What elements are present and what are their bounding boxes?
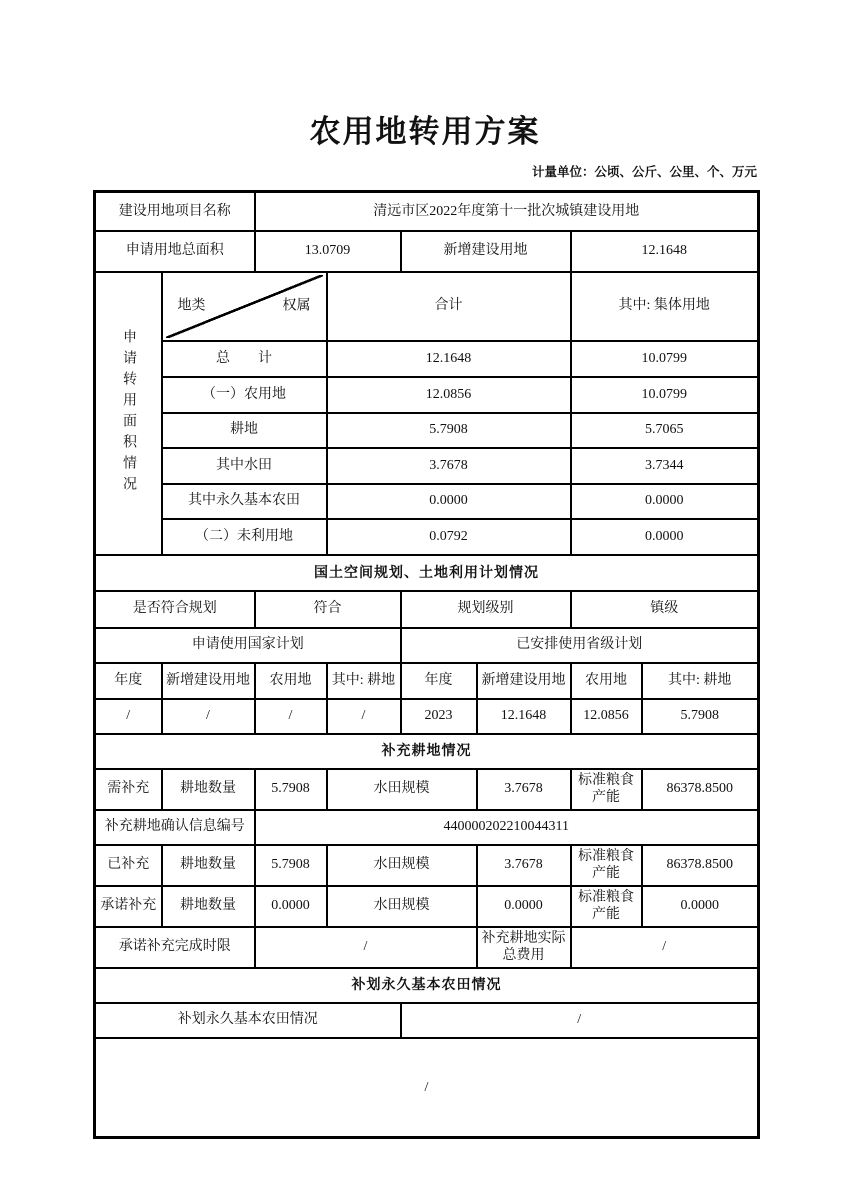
conversion-side-label: 申请转用面积情况 xyxy=(121,329,136,497)
plan-col-header: 年度 xyxy=(95,663,162,699)
plan-col-header: 农用地 xyxy=(571,663,642,699)
supplement-qty-label: 耕地数量 xyxy=(162,769,255,810)
table-row xyxy=(95,1003,759,1038)
conversion-row-total: 12.0856 xyxy=(327,377,571,413)
diag-label-ownership: 权属 xyxy=(282,298,311,314)
supplement-capacity-label: 标准粮食产能 xyxy=(571,845,642,886)
supplement-paddy-value: 3.7678 xyxy=(477,845,571,886)
diag-label-landtype: 地类 xyxy=(177,298,206,314)
conversion-row-collective: 0.0000 xyxy=(571,484,759,519)
table-row xyxy=(95,231,759,272)
table-row xyxy=(95,591,759,628)
level-value: 镇级 xyxy=(571,591,759,628)
conversion-row-total: 12.1648 xyxy=(327,341,571,377)
supplement-qty-value: 5.7908 xyxy=(255,845,327,886)
conversion-row-collective: 10.0799 xyxy=(571,341,759,377)
supplement-row-label: 承诺补充 xyxy=(95,886,162,927)
confirm-number-label: 补充耕地确认信息编号 xyxy=(95,810,255,845)
supplement-row-label: 需补充 xyxy=(95,769,162,810)
supplement-capacity-label: 标准粮食产能 xyxy=(571,769,642,810)
conversion-row-total: 0.0792 xyxy=(327,519,571,555)
plan-value: / xyxy=(162,699,255,734)
deadline-label: 承诺补充完成时限 xyxy=(95,927,255,968)
planning-section-header: 国土空间规划、土地利用计划情况 xyxy=(95,555,759,591)
supplement-row-label: 已补充 xyxy=(95,845,162,886)
page-title: 农用地转用方案 xyxy=(309,114,541,149)
plan-value: / xyxy=(327,699,401,734)
project-name-value: 清远市区2022年度第十一批次城镇建设用地 xyxy=(255,192,759,231)
vertical-label-wrap xyxy=(99,276,158,551)
plan-value: 12.0856 xyxy=(571,699,642,734)
unit-note: 计量单位：公顷、公斤、公里、个、万元 xyxy=(531,165,757,179)
table-row xyxy=(95,663,759,699)
conversion-row-label: （一）农用地 xyxy=(162,377,327,413)
supplement-section-header: 补充耕地情况 xyxy=(95,734,759,769)
conversion-row-collective: 10.0799 xyxy=(571,377,759,413)
supplement-qty-value: 0.0000 xyxy=(255,886,327,927)
supplement-paddy-value: 0.0000 xyxy=(477,886,571,927)
conversion-side-label-cell xyxy=(95,272,162,555)
plan-col-header: 其中: 耕地 xyxy=(327,663,401,699)
conversion-row-collective: 5.7065 xyxy=(571,413,759,448)
table-row xyxy=(95,769,759,810)
supplement-capacity-value: 0.0000 xyxy=(642,886,759,927)
table-row xyxy=(95,272,759,341)
supplement-qty-label: 耕地数量 xyxy=(162,845,255,886)
cost-value: / xyxy=(571,927,759,968)
col-header-total: 合计 xyxy=(327,272,571,341)
table-row xyxy=(95,886,759,927)
table-row xyxy=(95,555,759,591)
plan-col-header: 农用地 xyxy=(255,663,327,699)
table-row xyxy=(95,341,759,377)
supplement-paddy-label: 水田规模 xyxy=(327,769,477,810)
supplement-capacity-label: 标准粮食产能 xyxy=(571,886,642,927)
table-row xyxy=(95,1038,759,1138)
table-row xyxy=(95,628,759,663)
plan-col-header: 年度 xyxy=(401,663,477,699)
table-row xyxy=(95,927,759,968)
diagonal-header-cell xyxy=(162,272,327,341)
conversion-row-total: 0.0000 xyxy=(327,484,571,519)
table-row xyxy=(95,192,759,231)
table-row xyxy=(95,845,759,886)
table-row xyxy=(95,377,759,413)
land-conversion-table xyxy=(93,190,760,1139)
total-area-label: 申请用地总面积 xyxy=(95,231,255,272)
supplement-capacity-value: 86378.8500 xyxy=(642,769,759,810)
total-area-value: 13.0709 xyxy=(255,231,401,272)
supplement-paddy-label: 水田规模 xyxy=(327,886,477,927)
table-row xyxy=(95,413,759,448)
conversion-row-label: 耕地 xyxy=(162,413,327,448)
plan-value: 12.1648 xyxy=(477,699,571,734)
conversion-row-label: （二）未利用地 xyxy=(162,519,327,555)
remark-cell: / xyxy=(95,1038,759,1138)
plan-value: / xyxy=(255,699,327,734)
conform-value: 符合 xyxy=(255,591,401,628)
permanent-label: 补划永久基本农田情况 xyxy=(95,1003,401,1038)
table-row xyxy=(95,810,759,845)
provincial-plan-header: 已安排使用省级计划 xyxy=(401,628,759,663)
conversion-row-collective: 3.7344 xyxy=(571,448,759,484)
permanent-value: / xyxy=(401,1003,759,1038)
plan-col-header: 其中: 耕地 xyxy=(642,663,759,699)
diagonal-divider xyxy=(166,275,323,338)
new-construction-value: 12.1648 xyxy=(571,231,759,272)
project-name-label: 建设用地项目名称 xyxy=(95,192,255,231)
table-row xyxy=(95,519,759,555)
conversion-row-label: 总 计 xyxy=(162,341,327,377)
plan-value: 2023 xyxy=(401,699,477,734)
conversion-row-label: 其中水田 xyxy=(162,448,327,484)
conversion-row-label: 其中永久基本农田 xyxy=(162,484,327,519)
conversion-row-total: 5.7908 xyxy=(327,413,571,448)
conversion-row-collective: 0.0000 xyxy=(571,519,759,555)
new-construction-label: 新增建设用地 xyxy=(401,231,571,272)
table-row xyxy=(95,484,759,519)
cost-label: 补充耕地实际总费用 xyxy=(477,927,571,968)
table-row xyxy=(95,699,759,734)
supplement-capacity-value: 86378.8500 xyxy=(642,845,759,886)
conversion-row-total: 3.7678 xyxy=(327,448,571,484)
confirm-number-value: 440000202210044311 xyxy=(255,810,759,845)
conform-label: 是否符合规划 xyxy=(95,591,255,628)
supplement-qty-label: 耕地数量 xyxy=(162,886,255,927)
plan-col-header: 新增建设用地 xyxy=(477,663,571,699)
national-plan-header: 申请使用国家计划 xyxy=(95,628,401,663)
permanent-section-header: 补划永久基本农田情况 xyxy=(95,968,759,1003)
deadline-value: / xyxy=(255,927,477,968)
plan-value: / xyxy=(95,699,162,734)
level-label: 规划级别 xyxy=(401,591,571,628)
supplement-paddy-value: 3.7678 xyxy=(477,769,571,810)
plan-col-header: 新增建设用地 xyxy=(162,663,255,699)
table-row xyxy=(95,734,759,769)
supplement-qty-value: 5.7908 xyxy=(255,769,327,810)
supplement-paddy-label: 水田规模 xyxy=(327,845,477,886)
table-row xyxy=(95,448,759,484)
table-row xyxy=(95,968,759,1003)
plan-value: 5.7908 xyxy=(642,699,759,734)
col-header-collective: 其中: 集体用地 xyxy=(571,272,759,341)
